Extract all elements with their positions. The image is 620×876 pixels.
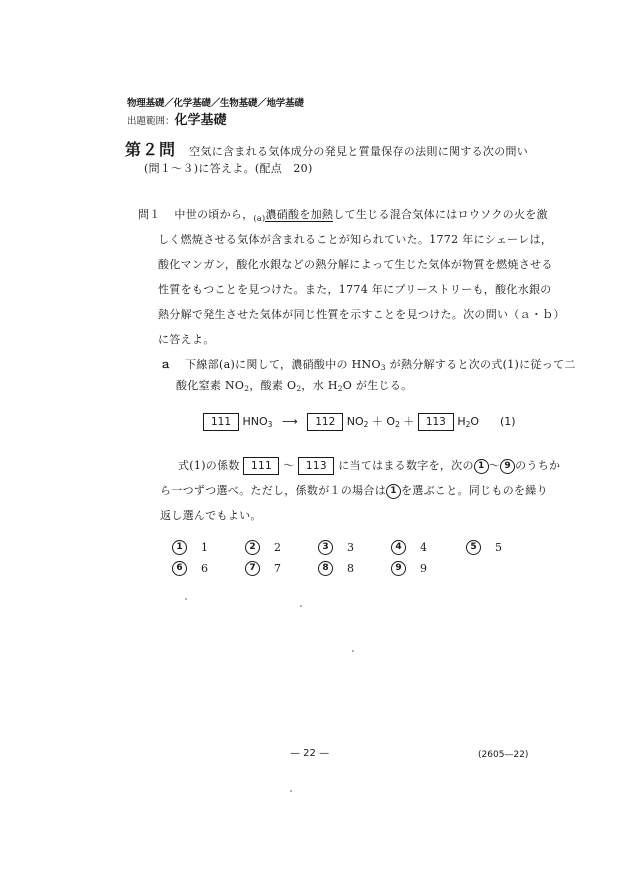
option-value: 5 [495,540,502,554]
q1-line-6: に答えよ。 [158,333,215,346]
q1-line-4: 性質をもつことを見つけた。また，1774 年にプリーストリーも，酸化水銀の [158,283,552,296]
part-a-text-2b: ，酸素 O [249,379,297,392]
option-value: 8 [347,561,354,575]
instr-text-1b: に当てはまる数字を，次の [338,459,474,472]
sub-h2: 2 [337,384,343,393]
sub-no2: 2 [244,384,250,393]
question-intro-2: (問１～３)に答えよ。(配点 20) [144,162,313,175]
option-6[interactable] [172,561,208,576]
answer-box-111[interactable]: 111 [203,413,239,431]
option-value: 3 [347,540,354,554]
q1-label: 問１ [138,208,161,221]
question-intro-1: 空気に含まれる気体成分の発見と質量保存の法則に関する次の問い [189,145,529,158]
circled-1-inline-icon: 1 [386,484,401,499]
formula-o2: ＋ O [371,415,396,428]
formula-h: H [457,415,466,428]
instr-text-1c: のうちか [515,459,561,472]
sub-o2-eq: 2 [395,420,400,429]
question-number: 第２問 [125,140,177,159]
part-a-text-1a: 下線部(a)に関して，濃硝酸中の HNO [185,358,381,371]
part-a-text-2c: ，水 H [301,379,338,392]
underline-marker-a: (a) [253,214,266,223]
sub-3: 3 [380,363,386,372]
option-mark-2-icon: 2 [245,540,260,555]
scan-speck [352,650,354,652]
page-code: (2605—22) [478,750,529,760]
q1-line1-pre: 中世の頃から， [174,208,254,221]
option-8[interactable] [318,561,354,576]
sub-h2o: 2 [465,420,471,429]
option-mark-9-icon: 9 [391,561,406,576]
subject-list: 物理基礎／化学基礎／生物基礎／地学基礎 [127,98,304,109]
ref-box-111: 111 [243,457,279,475]
range-line [127,109,227,128]
answer-box-113[interactable]: 113 [418,413,454,431]
instr-text-1a: 式(1)の係数 [178,459,240,472]
page-number: — 22 — [290,748,330,759]
option-mark-4-icon: 4 [391,540,406,555]
part-a-line-2 [176,373,412,401]
instruction-line-1 [178,453,560,478]
part-a-text-2a: 酸化窒素 NO [176,379,245,392]
option-mark-5-icon: 5 [466,540,481,555]
option-mark-3-icon: 3 [318,540,333,555]
part-a-text-1b: が熱分解すると次の式(1)に従って二 [385,358,576,371]
option-mark-1-icon: 1 [172,540,187,555]
ref-box-113: 113 [298,457,334,475]
scan-speck [290,790,292,792]
option-value: 1 [201,540,208,554]
formula-no2: NO [346,415,364,428]
option-mark-8-icon: 8 [318,561,333,576]
q1-line-5: 熱分解で発生させた気体が同じ性質を示すことを見つけた。次の問い（ａ・ｂ） [158,308,565,321]
option-2[interactable] [245,540,281,555]
range-label: 出題範囲： [127,116,175,127]
option-value: 4 [420,540,427,554]
instr-text-2b: を選ぶこと。同じものを繰り [401,484,548,497]
option-5[interactable] [466,540,502,555]
option-7[interactable] [245,561,281,576]
part-a-text-2d: O が生じる。 [342,379,413,392]
reaction-arrow: ⟶ [281,415,298,428]
plus-sign: ＋ [403,415,415,428]
option-value: 9 [420,561,427,575]
equation-1 [203,413,479,431]
instruction-line-3: 返し選んでもよい。 [160,509,262,522]
q1-line-2: しく燃焼させる気体が含まれることが知られていた。1772 年にシェーレは， [158,233,553,246]
sub-hno3: 3 [267,420,273,429]
option-value: 6 [201,561,208,575]
circled-9-icon: 9 [500,459,515,474]
sub-o2: 2 [296,384,302,393]
formula-o: O [470,415,480,428]
option-mark-6-icon: 6 [172,561,187,576]
option-4[interactable] [391,540,427,555]
sub-no2-eq: 2 [363,420,369,429]
answer-box-112[interactable]: 112 [307,413,343,431]
scan-speck [300,605,302,607]
circled-1-icon: 1 [474,459,489,474]
equation-label: (1) [500,415,516,428]
option-9[interactable] [391,561,427,576]
part-a-label: ａ [160,358,172,371]
tilde: ～ [283,459,295,472]
scan-speck [185,598,187,600]
underlined-phrase: 濃硝酸を加熱 [265,208,334,221]
tilde-2: ～ [488,459,501,472]
instruction-line-2 [160,478,548,503]
q1-line1-post: して生じる混合気体にはロウソクの火を激 [333,208,548,221]
option-1[interactable] [172,540,208,555]
q1-line-3: 酸化マンガン，酸化水銀などの熱分解によって生じた気体が物質を燃焼させる [158,258,553,271]
range-value: 化学基礎 [174,113,227,128]
option-value: 2 [274,540,281,554]
formula-hno3: HNO [242,415,268,428]
option-3[interactable] [318,540,354,555]
option-mark-7-icon: 7 [245,561,260,576]
instr-text-2a: ら一つずつ選べ。ただし，係数が１の場合は [160,484,386,497]
option-value: 7 [274,561,281,575]
